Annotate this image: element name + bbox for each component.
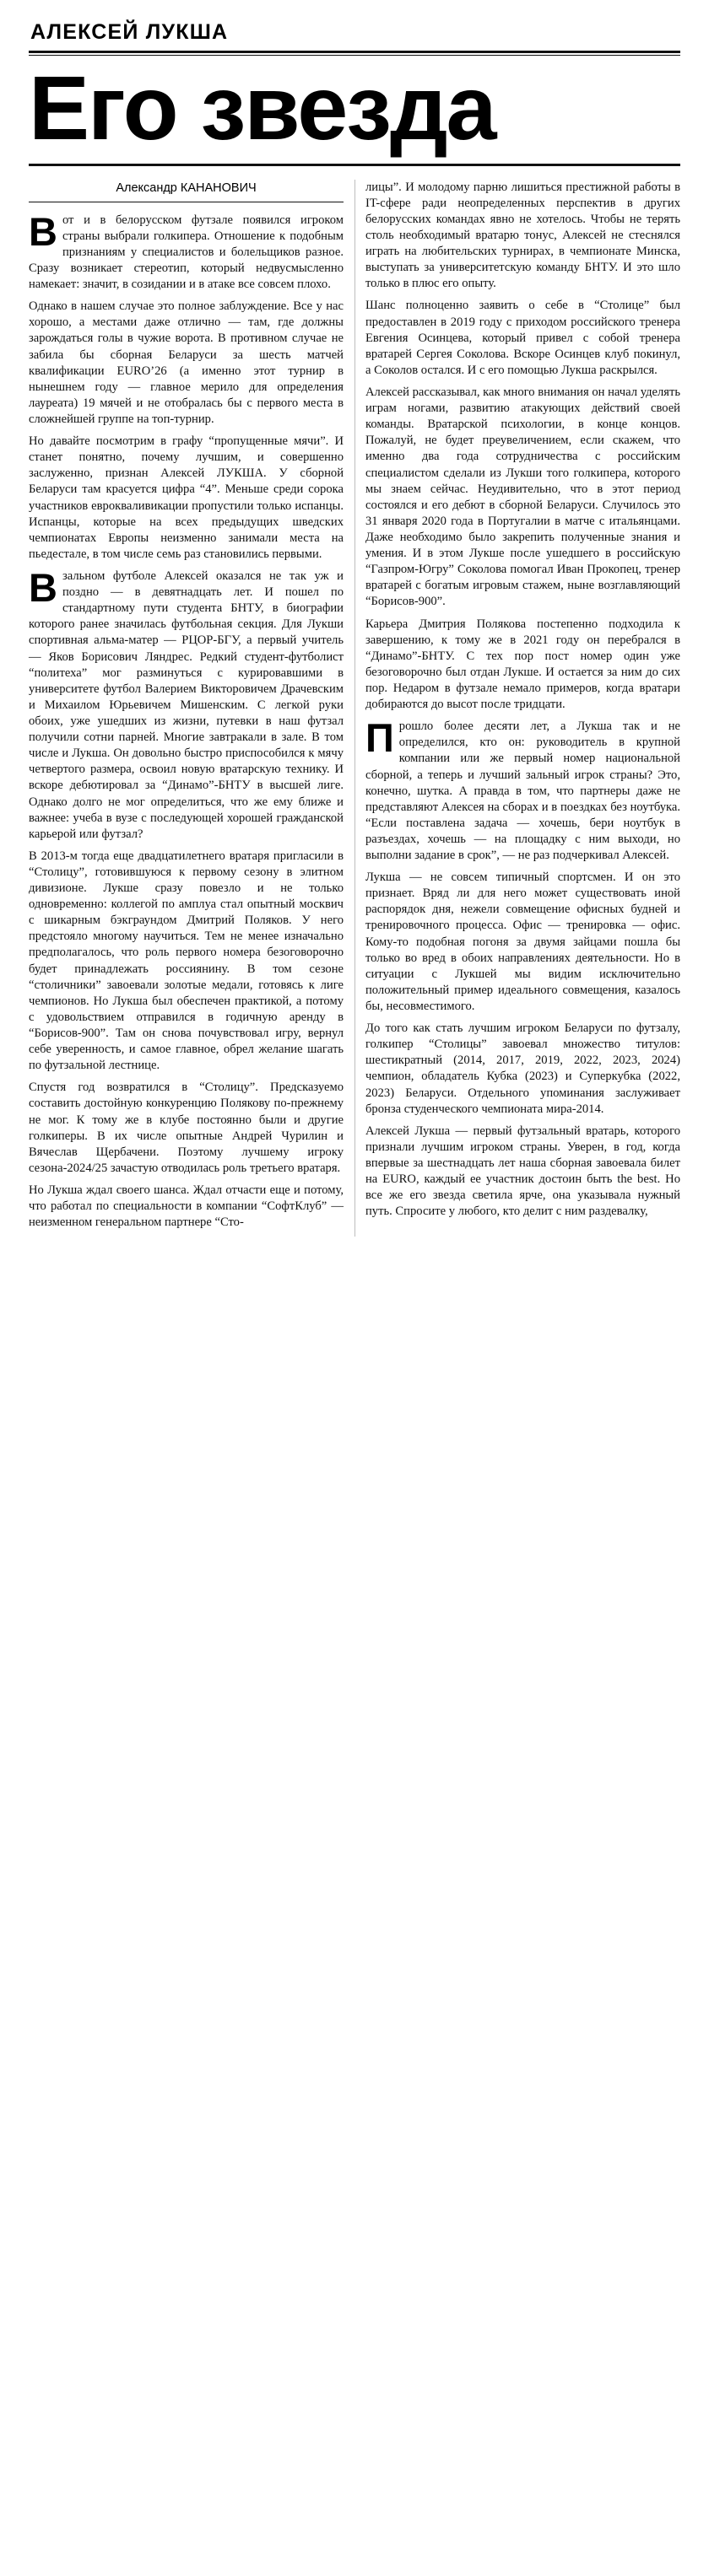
article-byline: Александр КАНАНОВИЧ	[116, 181, 257, 195]
paragraph: Вот и в белорусском футзале появился игроком страны выбрали голкипера. Отношение к подобным признаниям у специалистов и болельщиков разное. Сразу возникает стереотип, который недвусмысленно намекает: значит, в созидании и в атаке все совсем плохо.	[29, 208, 344, 292]
article-kicker: АЛЕКСЕЙ ЛУКША	[30, 20, 229, 44]
top-rule-thin	[29, 55, 680, 56]
paragraph: лицы”. И молодому парню лишиться престижной работы в IT-сфере ради неопределенных перспектив в других белорусских командах явно не хотелось. Чтобы не терять столь необходимый вратарю тонус, Алексей не стеснялся играть на любительских турнирах, в чемпионате Минска, выступать за университетскую команду БНТУ. И это шло только в плюс его опыту.	[365, 180, 680, 291]
top-rule	[29, 51, 680, 53]
paragraph: До того как стать лучшим игроком Беларуси по футзалу, голкипер “Столицы” завоевал множество титулов: шестикратный (2014, 2017, 2019, 2022, 2023, 2024) чемпион, обладатель Кубка (2023) и Суперкубка (2022, 2023) Беларуси. Отдельного упоминания заслуживает бронза студенческого чемпионата мира-2014.	[365, 1021, 680, 1116]
article-columns	[29, 180, 680, 1237]
paragraph: Лукша — не совсем типичный спортсмен. И он это признает. Вряд ли для него может существовать иной распорядок дня, нежели совмещение офисных будней и тренировочного процесса. Офис — тренировка — офис. Кому-то подобная погоня за двумя зайцами пошла бы только во вред в обоих направлениях деятельности. Но в ситуации с Лукшей мы видим исключительно положительный пример идеального совмещения, казалось бы, несовместимого.	[365, 870, 680, 1014]
paragraph: Карьера Дмитрия Полякова постепенно подходила к завершению, к тому же в 2021 году он перебрался в “Динамо”-БНТУ. С тех пор пост номер один уже безоговорочно был отдан Лукше. И остается за ним до сих пор. Недаром в футзале немало примеров, когда вратари добираются до высот после тридцати.	[365, 617, 680, 712]
paragraph: Алексей Лукша — первый футзальный вратарь, которого признали лучшим игроком страны. Уверен, в год, когда впервые за шестнадцать лет наша сборная завоевала билет на EURO, каждый ее участник достоин быть the best. Но все же его звезда светила ярче, она указывала нужный путь. Спросите у любого, кто делит с ним раздевалку,	[365, 1124, 680, 1219]
paragraph: Взальном футболе Алексей оказался не так уж и поздно — в девятнадцать лет. И пошел по стандартному пути студента БНТУ, в биографии которого ранее значилась футбольная секция. Для Лукши спортивная альма-матер — РЦОР-БГУ, а первый учитель — Яков Борисович Ляндрес. Редкий студент-футболист “политеха” мог разминуться с курировавшими в университете футбол Валерием Викторовичем Драчевским и Михаилом Юрьевичем Мишенским. С легкой руки обоих, уже ушедших из жизни, путевки в наш футзал получили сотни парней. Многие завтракали в зале. В том числе и Лукша. Он довольно быстро приспособился к мячу четвертого размера, освоил новую вратарскую технику. И вскоре дебютировал за “Динамо”-БНТУ в высшей лиге. Однако долго не мог определиться, что же ему ближе и важнее: учеба в вузе с последующей хорошей гражданской карьерой или футзал?	[29, 564, 344, 841]
paragraph: Шанс полноценно заявить о себе в “Столице” был предоставлен в 2019 году с приходом российского тренера Евгения Осинцева, который привел с собой тренера вратарей Сергея Соколова. Вскоре Осинцев клуб покинул, а Соколов остался. И с его помощью Лукша раскрылся.	[365, 299, 680, 377]
paragraph: Но Лукша ждал своего шанса. Ждал отчасти еще и потому, что работал по специальности в компании “СофтКлуб” — неизменном генеральном партнере “Сто-	[29, 1183, 344, 1230]
paragraph: Спустя год возвратился в “Столицу”. Предсказуемо составить достойную конкуренцию Полякову по-прежнему не мог. К тому же в клубе постоянно были и другие голкиперы. В их числе опытные Андрей Чурилин и Вячеслав Щербачени. Поэтому лучшему игроку сезона-2024/25 зачастую отводилась роль третьего вратаря.	[29, 1081, 344, 1175]
column-divider	[354, 180, 355, 1237]
column-right	[365, 180, 680, 1237]
column-left	[29, 180, 344, 1237]
paragraph: В 2013-м тогда еще двадцатилетнего вратаря пригласили в “Столицу”, готовившуюся к первому сезону в элитном дивизионе. Лукше сразу повезло и не только одновременно: коллегой по амплуа стал опытный москвич с шикарным бэкграундом Дмитрий Поляков. У него предстояло многому научиться. Тем не менее изначально предполагалось, что роль первого номера безоговорочно будет принадлежать россиянину. В том сезоне “столичники” завоевали золотые медали, готовясь к лиге чемпионов. Но Лукша был обеспечен практикой, а потому с удовольствием отправился в годичную аренду в “Борисов-900”. Там он снова почувствовал игру, вернул себе уверенность, и самое главное, обрел желание шагать по футзальной лестнице.	[29, 849, 344, 1073]
paragraph: Однако в нашем случае это полное заблуждение. Все у нас хорошо, а местами даже отлично — там, где должны зарождаться голы в чужие ворота. В противном случае не забила бы сборная Беларуси за шесть матчей квалификации EURO’26 (а именно этот турнир в нынешнем году — главное мерило для определения лауреата) 19 мячей и не отобралась бы с первого места в сложнейшей группе на топ-турнир.	[29, 299, 344, 426]
article-headline: Его звезда	[29, 57, 495, 159]
paragraph: Но давайте посмотрим в графу “пропущенные мячи”. И станет понятно, почему лучшим, и совершенно заслуженно, признан Алексей ЛУКША. У сборной Беларуси там красуется цифра “4”. Меньше среди сорока участников еврокваливикации пропустили только испанцы. Испанцы, которые на всех предыдущих шведских чемпионатах Европы неизменно занимали места на пьедестале, в том числе семь раз становились первыми.	[29, 434, 344, 561]
paragraph: Алексей рассказывал, как много внимания он начал уделять играм ногами, развитию атакующих действий своей команды. Вратарской психологии, в конце концов. Пожалуй, не будет преувеличением, если скажем, что именно два года сотрудничества с российским специалистом сделали из Лукши того голкипера, которого мы знаем сейчас. Неудивительно, что в этот период состоялся и его дебют в сборной Беларуси. Случилось это 31 января 2020 года в Португалии в матче с итальянцами. Даже необходимо было закрепить полученные знания и умения. И в этом Лукше после ушедшего в российскую “Газпром-Югру” Соколова помогал Иван Прокопец, тренер вратарей с богатым игровым стажем, ныне возглавляющий “Борисов-900”.	[365, 385, 680, 609]
headline-bottom-rule	[29, 164, 680, 166]
paragraph: Прошло более десяти лет, а Лукша так и не определился, кто он: руководитель в крупной компании или же первый номер национальной сборной, а теперь и лучший зальный игрок страны? Это, конечно, шутка. А правда в том, что партнеры даже не представляют Алексея на сборах и в поездках без ноутбука. “Если поставлена задача — хочешь, бери ноутбук в разъездах, хочешь — на площадку с ним выходи, но выполни задание в срок”, — не раз подчеркивал Алексей.	[365, 715, 680, 863]
